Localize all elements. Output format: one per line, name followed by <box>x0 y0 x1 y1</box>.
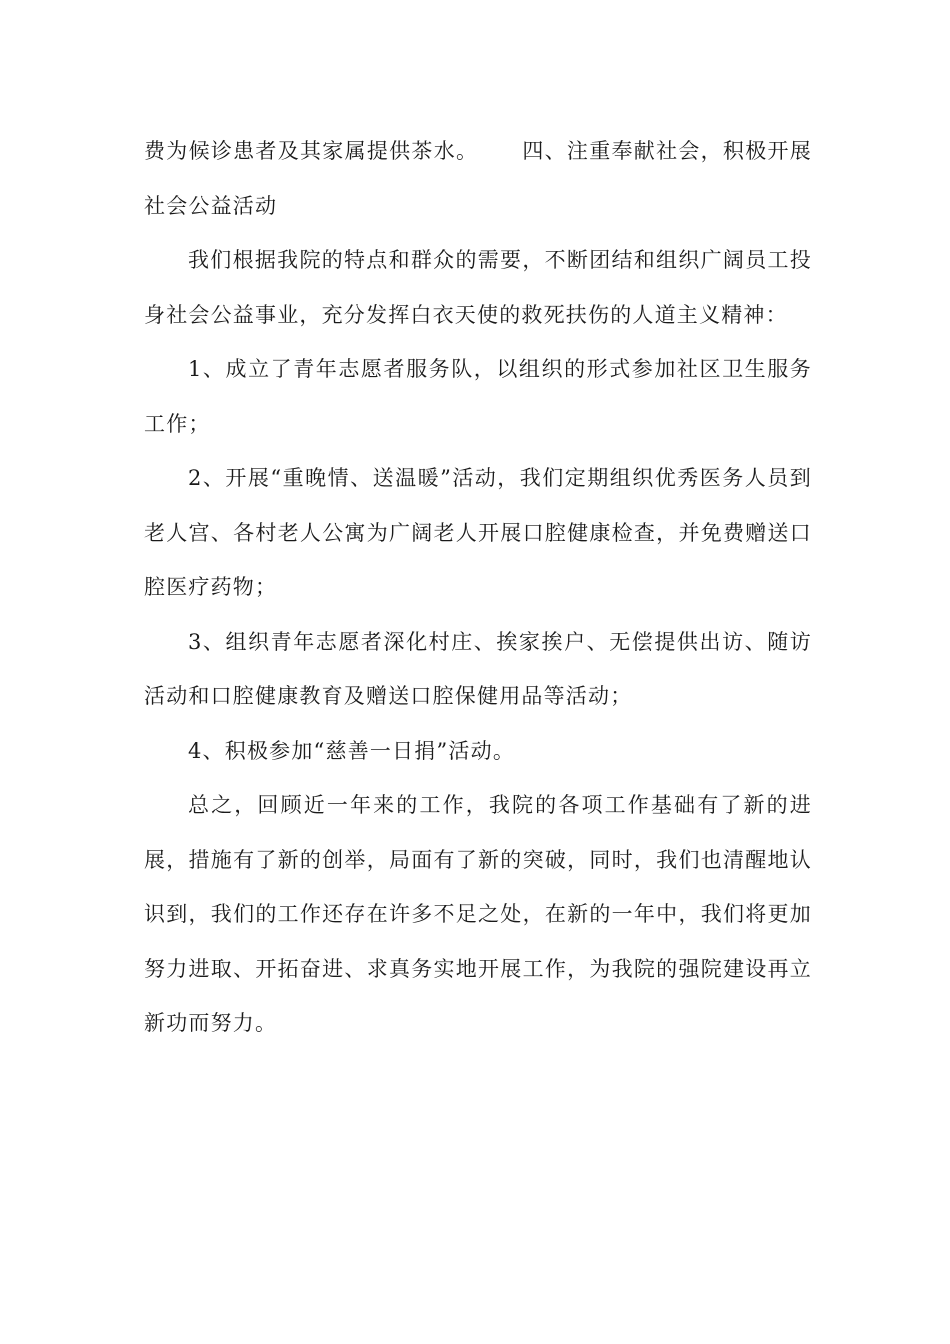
list-item-1: 1、成立了青年志愿者服务队，以组织的形式参加社区卫生服务工作； <box>144 357 812 436</box>
document-body <box>144 124 812 1051</box>
list-item-4: 4、积极参加“慈善一日捐”活动。 <box>188 738 516 763</box>
list-item-2: 2、开展“重晚情、送温暖”活动，我们定期组织优秀医务人员到老人宫、各村老人公寓为广阔老人开展口腔健康检查，并免费赠送口腔医疗药物； <box>144 466 812 599</box>
list-item-3: 3、组织青年志愿者深化村庄、挨家挨户、无偿提供出访、随访活动和口腔健康教育及赠送口腔保健用品等活动； <box>144 629 812 708</box>
paragraph-summary: 总之，回顾近一年来的工作，我院的各项工作基础有了新的进展，措施有了新的创举，局面有了新的突破，同时，我们也清醒地认识到，我们的工作还存在许多不足之处，在新的一年中，我们将更加努力进取、开拓奋进、求真务实地开展工作，为我院的强院建设再立新功而努力。 <box>144 793 812 1035</box>
paragraph-continuation <box>144 124 812 233</box>
section-heading-four: 四、注重奉献社会，积极开展社会公益活动 <box>144 139 812 218</box>
paragraph-intro: 我们根据我院的特点和群众的需要，不断团结和组织广阔员工投身社会公益事业，充分发挥白衣天使的救死扶伤的人道主义精神： <box>144 248 812 327</box>
paragraph-continuation-text: 费为候诊患者及其家属提供茶水。 <box>144 139 479 163</box>
